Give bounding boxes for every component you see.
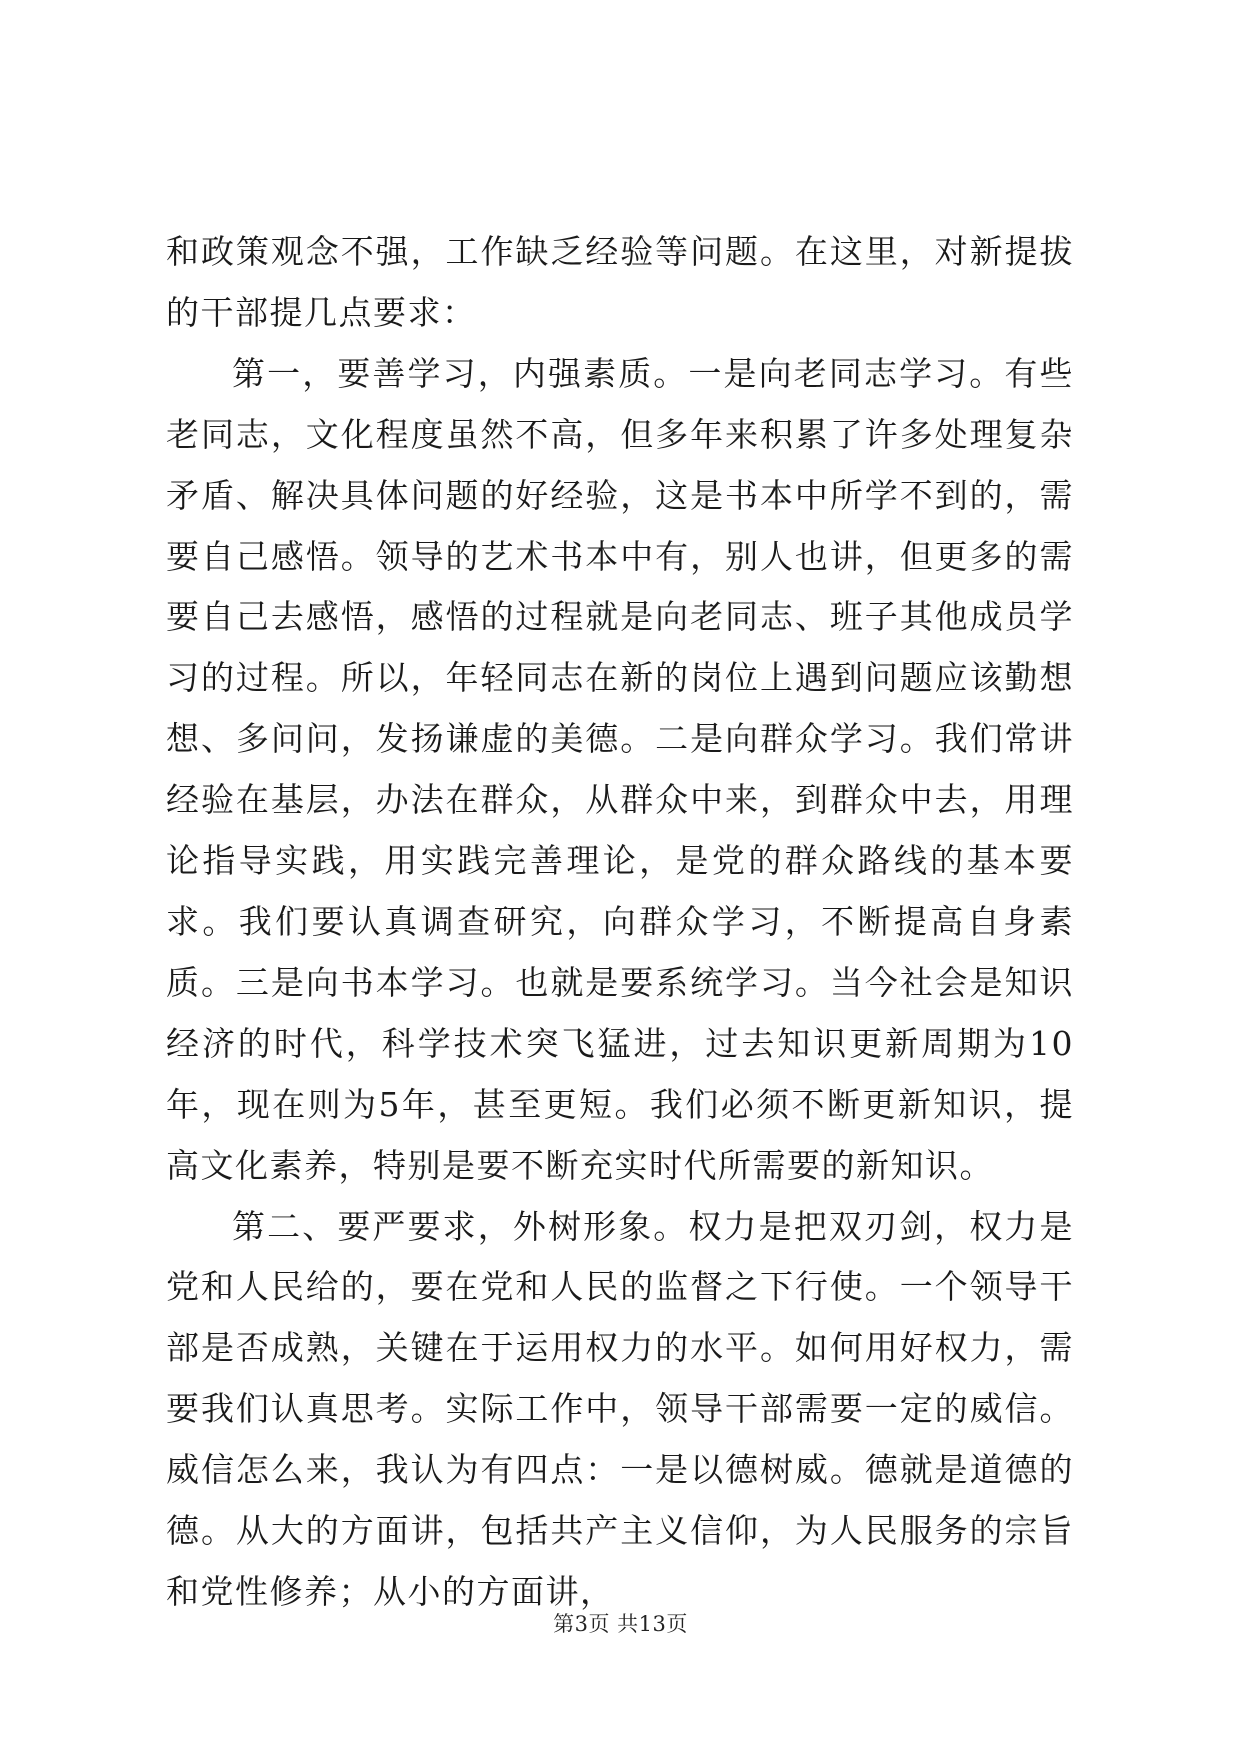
paragraph-second-point: 第二、要严要求，外树形象。权力是把双刃剑，权力是党和人民给的，要在党和人民的监督之下行使。一个领导干部是否成熟，关键在于运用权力的水平。如何用好权力，需要我们认真思考。实际工作中，领导干部需要一定的威信。威信怎么来，我认为有四点：一是以德树威。德就是道德的德。从大的方面讲，包括共产主义信仰，为人民服务的宗旨和党性修养；从小的方面讲， bbox=[166, 1206, 1074, 1611]
body-text bbox=[166, 222, 1074, 1623]
page-number-footer: 第3页 共13页 bbox=[553, 1612, 688, 1636]
paragraph-first-point: 第一，要善学习，内强素质。一是向老同志学习。有些老同志，文化程度虽然不高，但多年来积累了许多处理复杂矛盾、解决具体问题的好经验，这是书本中所学不到的，需要自己感悟。领导的艺术书本中有，别人也讲，但更多的需要自己去感悟，感悟的过程就是向老同志、班子其他成员学习的过程。所以，年轻同志在新的岗位上遇到问题应该勤想想、多问问，发扬谦虚的美德。二是向群众学习。我们常讲经验在基层，办法在群众，从群众中来，到群众中去，用理论指导实践，用实践完善理论，是党的群众路线的基本要求。我们要认真调查研究，向群众学习，不断提高自身素质。三是向书本学习。也就是要系统学习。当今社会是知识经济的时代，科学技术突飞猛进，过去知识更新周期为10年，现在则为5年，甚至更短。我们必须不断更新知识，提高文化素养，特别是要不断充实时代所需要的新知识。 bbox=[166, 353, 1074, 1185]
paragraph-intro: 和政策观念不强，工作缺乏经验等问题。在这里，对新提拔的干部提几点要求： bbox=[166, 232, 1074, 332]
